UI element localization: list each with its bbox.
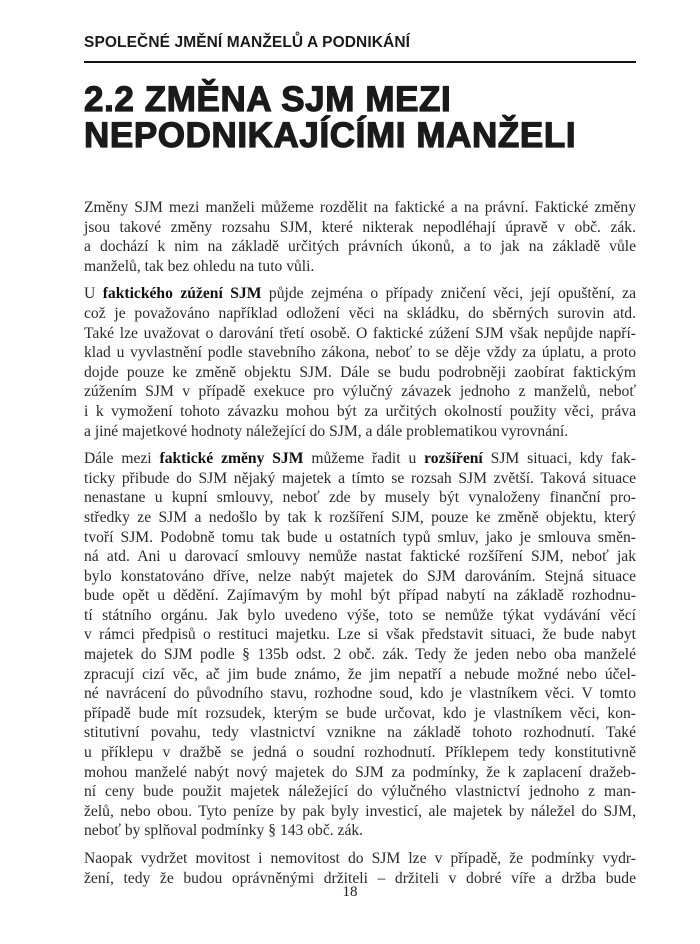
paragraph [84, 284, 636, 441]
text-line: dojde pouze ke změně objektu SJM. Dále se budu podrobněji zaobírat faktickým [84, 363, 636, 381]
text-line: bylo konstatováno dříve, nelze nabýt majetek do SJM darováním. Stejná situace [84, 567, 636, 585]
text-line: případě bude mít rozsudek, kterým se bude určovat, kdo je vlastníkem věci, kon- [84, 704, 636, 722]
text-line: Také lze uvažovat o darování třetí osobě. O faktické zúžení SJM však nepůjde napří- [84, 324, 636, 342]
text-line: zpracují cizí věc, ač jim bude známo, že jim nepatří a nebude možné nebo účel- [84, 665, 636, 683]
text-line: v rámci předpisů o restituci majetku. Lze si však představit situaci, že bude nabyt [84, 626, 636, 644]
text-line: klad u vyvlastnění podle stavebního zákona, neboť to se děje vždy za úplatu, a proto [84, 344, 636, 362]
paragraph [84, 198, 636, 276]
text-line: želů, nebo obou. Tyto peníze by pak byly investicí, ale majetek by náležel do SJM, [84, 802, 636, 820]
text-line: středky ze SJM a nedošlo by tak k rozšíření SJM, pouze ke změně objektu, který [84, 508, 636, 526]
text-line: jsou takové změny rozsahu SJM, které nikterak nepodléhají úpravě v obč. zák. [84, 218, 636, 236]
text-line: bude opět u dědění. Zajímavým by mohl být případ nabytí na základě rozhodnu- [84, 587, 636, 605]
text-line: manželů, tak bez ohledu na tuto vůli. [84, 257, 315, 275]
text-segment: Dále mezi [84, 450, 160, 468]
page-number: 18 [342, 884, 358, 900]
paragraph [84, 849, 636, 888]
text-line: i k vymožení tohoto závazku mohou být za určitých okolností použity věci, práva [84, 402, 636, 420]
chapter-title-line: NEPODNIKAJÍCÍMI MANŽELI [84, 116, 577, 155]
text-line: u příklepu v dražbě se jedná o soudní rozhodnutí. Příklepem tedy konstitutivně [84, 744, 636, 762]
text-line: ní ceny bude použit majetek náležející do výlučného vlastnictví jednoho z man- [84, 783, 636, 801]
paragraph [84, 449, 636, 841]
text-line: mohou manželé nabýt nový majetek do SJM za podmínky, že k zaplacení dražeb- [84, 763, 636, 781]
text-line: Naopak vydržet movitost i nemovitost do SJM lze v případě, že podmínky vydr- [84, 850, 636, 867]
body-text [84, 198, 636, 896]
text-segment: půjde zejména o případy zničení věci, její opuštění, za [261, 285, 636, 303]
text-line: ná atd. Ani u darovací smlouvy nemůže nastat faktické rozšíření SJM, neboť jak [84, 548, 636, 566]
text-segment: můžeme řadit u [303, 450, 425, 468]
text-line: majetek do SJM podle § 135b odst. 2 obč. zák. Tedy že jeden nebo oba manželé [84, 646, 636, 664]
bold-term: faktického zúžení SJM [102, 285, 262, 303]
bold-term: rozšíření [424, 450, 483, 468]
text-line [84, 449, 636, 469]
text-line: stitutivní povahu, tedy vlastnictví vznikne na základě tohoto rozhodnutí. Také [84, 724, 636, 742]
header-rule [84, 61, 636, 63]
running-head: SPOLEČNÉ JMĚNÍ MANŽELŮ A PODNIKÁNÍ [84, 34, 411, 51]
text-line: ticky přibude do SJM nějaký majetek a tímto se rozsah SJM zvětší. Taková situace [84, 469, 636, 487]
text-line: žení, tedy že budou oprávněnými držiteli – držiteli v dobré víře a držba bude [84, 869, 636, 887]
text-line: což je považováno například odložení věci na skládku, do sběrných surovin atd. [84, 304, 636, 322]
text-line: nenastane u kupní smlouvy, neboť zde by musely být vynaloženy finanční pro- [84, 489, 636, 507]
text-line: neboť by splňoval podmínky § 143 obč. zák. [84, 822, 364, 840]
text-line: né navrácení do původního stavu, rozhodne soud, kdo je vlastníkem věci. V tomto [84, 685, 636, 703]
text-line: a jiné majetkové hodnoty náležející do SJM, a dále problematikou vyrovnání. [84, 422, 569, 440]
text-segment: U [84, 285, 103, 303]
text-line: Změny SJM mezi manželi můžeme rozdělit na faktické a na právní. Faktické změny [84, 199, 636, 216]
text-line: tí státního orgánu. Jak bylo uvedeno výše, toto se nemůže týkat vydávání věcí [84, 606, 636, 624]
chapter-title-line: 2.2 ZMĚNA SJM MEZI [84, 80, 452, 119]
text-line: zúžením SJM v případě exekuce pro výlučný závazek jednoho z manželů, neboť [84, 383, 636, 401]
chapter-title [84, 82, 644, 154]
text-segment: SJM situaci, kdy fak- [482, 450, 636, 468]
text-line [84, 284, 636, 304]
text-line: tvoří SJM. Podobně tomu tak bude u ostatních typů smluv, jako je smlouva směn- [84, 528, 636, 546]
bold-term: faktické změny SJM [159, 450, 304, 468]
text-line: a dochází k nim na základě určitých právních úkonů, a to jak na základě vůle [84, 238, 636, 256]
